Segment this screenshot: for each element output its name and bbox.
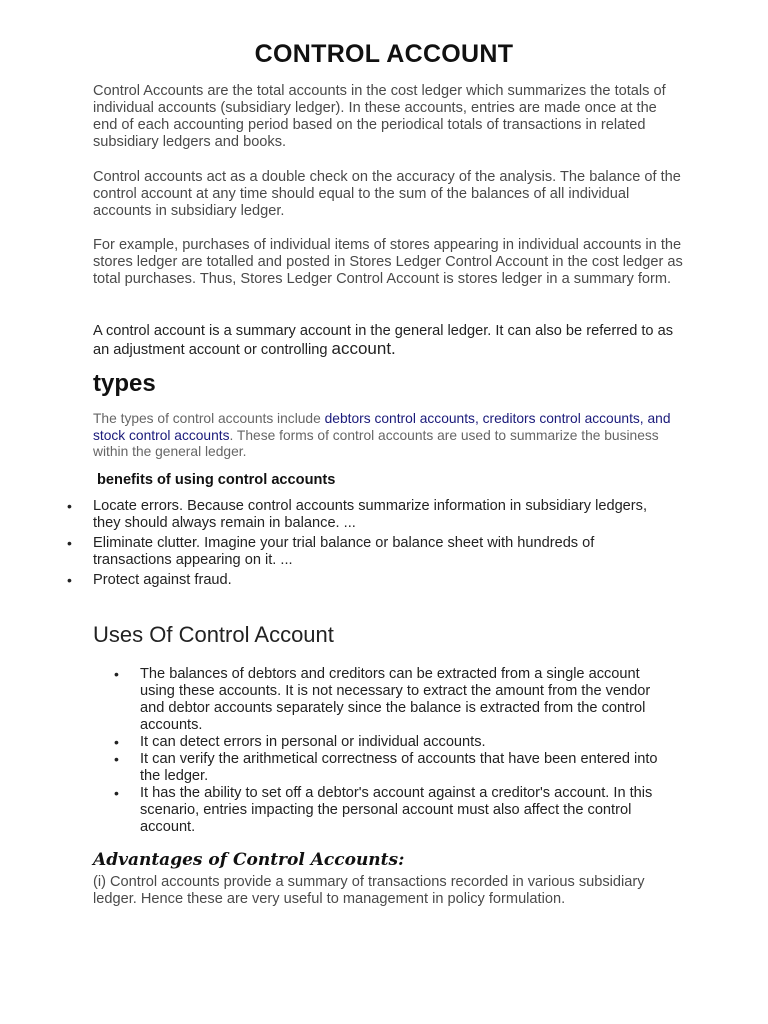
- types-outro: . These forms of control accounts are used to summarize the business within the general ledger.: [93, 427, 659, 459]
- types-heading: types: [93, 370, 156, 397]
- uses-heading: Uses Of Control Account: [93, 622, 334, 647]
- uses-list: [110, 666, 670, 836]
- list-item: • It can verify the arithmetical correctness of accounts that have been entered into the ledger.: [110, 751, 670, 785]
- benefits-list: [63, 498, 663, 592]
- advantages-paragraph: (i) Control accounts provide a summary of transactions recorded in various subsidiary ledger. Hence these are very useful to management in policy formulation.: [93, 874, 645, 907]
- list-item: • Locate errors. Because control accounts summarize information in subsidiary ledgers, they should always remain in balance. ...: [63, 498, 663, 532]
- types-paragraph: [93, 411, 673, 461]
- summary-paragraph-main: A control account is a summary account in the general ledger. It can also be referred to as an adjustment account or controlling: [93, 323, 674, 358]
- list-item: • The balances of debtors and creditors can be extracted from a single account using these accounts. It is not necessary to extract the amount from the vendor and debtor accounts separately since the balance is extracted from the control accounts.: [110, 666, 670, 734]
- list-item: • It can detect errors in personal or individual accounts.: [110, 734, 670, 751]
- list-item: • Eliminate clutter. Imagine your trial balance or balance sheet with hundreds of transactions appearing on it. ...: [63, 535, 663, 569]
- advantages-heading: Advantages of Control Accounts:: [93, 850, 405, 870]
- example-paragraph: For example, purchases of individual items of stores appearing in individual accounts in the stores ledger are totalled and posted in Stores Ledger Control Account in the cost ledger as total purchases. Thus, Stores Ledger Control Account is stores ledger in a summary form.: [93, 237, 683, 287]
- summary-paragraph-tail: account.: [331, 339, 396, 358]
- double-check-paragraph: Control accounts act as a double check on the accuracy of the analysis. The balance of the control account at any time should equal to the sum of the balances of all individual accounts in subsidiary ledger.: [93, 169, 681, 219]
- page-title: CONTROL ACCOUNT: [254, 40, 514, 68]
- types-highlight: debtors control accounts, creditors control accounts, and stock control accounts: [93, 411, 671, 443]
- list-item: • Protect against fraud.: [63, 572, 663, 589]
- list-item: • It has the ability to set off a debtor's account against a creditor's account. In this scenario, entries impacting the personal account must also affect the control account.: [110, 785, 670, 836]
- types-intro: The types of control accounts include: [93, 411, 325, 426]
- summary-paragraph: [93, 323, 683, 359]
- benefits-heading: benefits of using control accounts: [97, 472, 336, 488]
- intro-paragraph: Control Accounts are the total accounts in the cost ledger which summarizes the totals of individual accounts (subsidiary ledger). In these accounts, entries are made once at the end of each accounting period based on the periodical totals of transactions in related subsidiary ledgers and books.: [93, 83, 666, 150]
